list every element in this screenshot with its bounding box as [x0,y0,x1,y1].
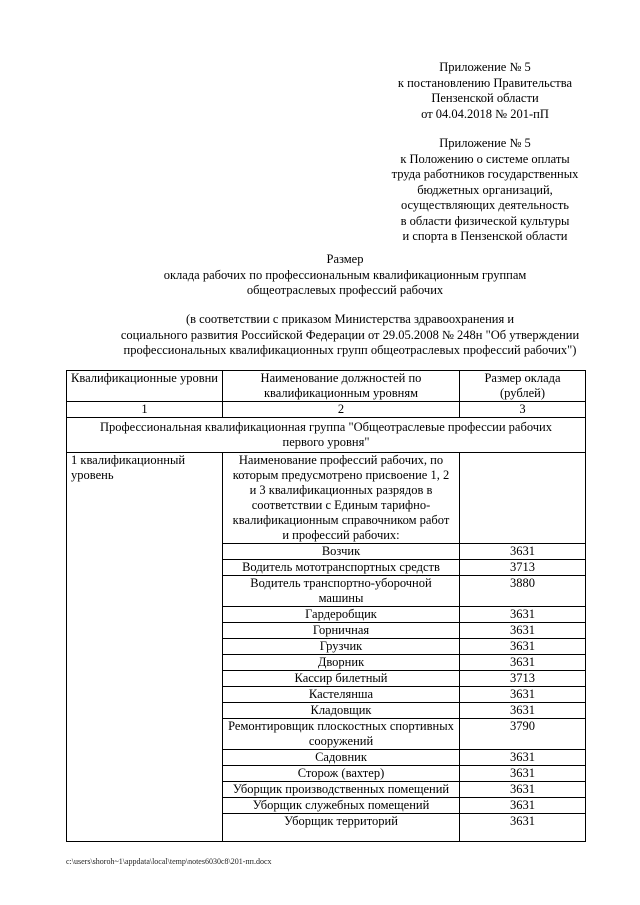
salary-value: 3631 [460,750,586,766]
salary-cell-empty [460,453,586,544]
profession-name: Кассир билетный [223,671,460,687]
salary-table [66,370,586,842]
header-line: в области физической культуры [400,213,570,228]
header-salary: Размер оклада (рублей) [460,371,586,402]
salary-value: 3631 [460,814,586,842]
group-title: Профессиональная квалификационная группа "Общеотраслевые профессии рабочих первого уровня" [67,418,586,453]
group-title-row [67,418,586,453]
profession-name: Ремонтировщик плоскостных спортивных сооружений [223,719,460,750]
header-line: к Положению о системе оплаты [400,151,570,166]
basis-line: профессиональных квалификационных групп общеотраслевых профессий рабочих") [123,343,577,357]
profession-name: Водитель транспортно-уборочной машины [223,576,460,607]
salary-value: 3631 [460,623,586,639]
profession-name: Возчик [223,544,460,560]
header-line: Приложение № 5 [439,136,531,150]
profession-name: Кладовщик [223,703,460,719]
profession-name: Садовник [223,750,460,766]
title-line: Размер [326,252,364,266]
salary-value: 3880 [460,576,586,607]
column-number: 1 [67,402,223,418]
legal-basis-note [70,312,630,359]
profession-name: Грузчик [223,639,460,655]
header-line: и спорта в Пензенской области [402,229,568,243]
profession-intro: Наименование профессий рабочих, по которым предусмотрено присвоение 1, 2 и 3 квалификационных разрядов в соответствии с Единым тарифно-квалификационным справочником работ и профессий рабочих: [223,453,460,544]
table-header-row [67,371,586,402]
profession-name: Водитель мототранспортных средств [223,560,460,576]
salary-value: 3631 [460,607,586,623]
salary-value: 3790 [460,719,586,750]
column-number: 2 [223,402,460,418]
qualification-level: 1 квалификационный уровень [67,453,223,842]
header-line: Пензенской области [431,91,539,105]
header-line: осуществляющих деятельность [400,198,569,212]
salary-value: 3631 [460,655,586,671]
salary-value: 3631 [460,798,586,814]
file-path-footer: c:\users\shoroh~1\appdata\local\temp\notes6030c8\201-пп.docx [66,857,272,866]
salary-value: 3631 [460,639,586,655]
profession-name: Уборщик территорий [223,814,460,842]
salary-value: 3631 [460,544,586,560]
header-line: Приложение № 5 [439,60,531,74]
salary-value: 3631 [460,703,586,719]
salary-value: 3631 [460,687,586,703]
salary-value: 3713 [460,560,586,576]
column-number-row [67,402,586,418]
profession-name: Дворник [223,655,460,671]
profession-name: Сторож (вахтер) [223,766,460,782]
table-row [67,453,586,544]
profession-name: Кастелянша [223,687,460,703]
title-line: общеотраслевых профессий рабочих [246,283,444,297]
header-line: бюджетных организаций, [417,182,553,197]
profession-name: Гардеробщик [223,607,460,623]
header-decree-appendix [360,60,610,122]
header-regulation-appendix [360,136,610,245]
header-line: к постановлению Правительства [397,75,573,90]
document-title [60,252,630,299]
header-position-names: Наименование должностей по квалификационным уровням [223,371,460,402]
salary-value: 3631 [460,782,586,798]
salary-value: 3631 [460,766,586,782]
title-line: оклада рабочих по профессиональным квалификационным группам [163,267,527,282]
profession-name: Горничная [223,623,460,639]
header-qualification-levels: Квалификационные уровни [67,371,223,402]
salary-value: 3713 [460,671,586,687]
profession-name: Уборщик служебных помещений [223,798,460,814]
basis-line: (в соответствии с приказом Министерства здравоохранения и [185,312,515,326]
profession-name: Уборщик производственных помещений [223,782,460,798]
column-number: 3 [460,402,586,418]
basis-line: социального развития Российской Федерации от 29.05.2008 № 248н "Об утверждении [120,327,580,342]
header-line: труда работников государственных [391,167,579,181]
header-line: от 04.04.2018 № 201-пП [421,106,549,121]
